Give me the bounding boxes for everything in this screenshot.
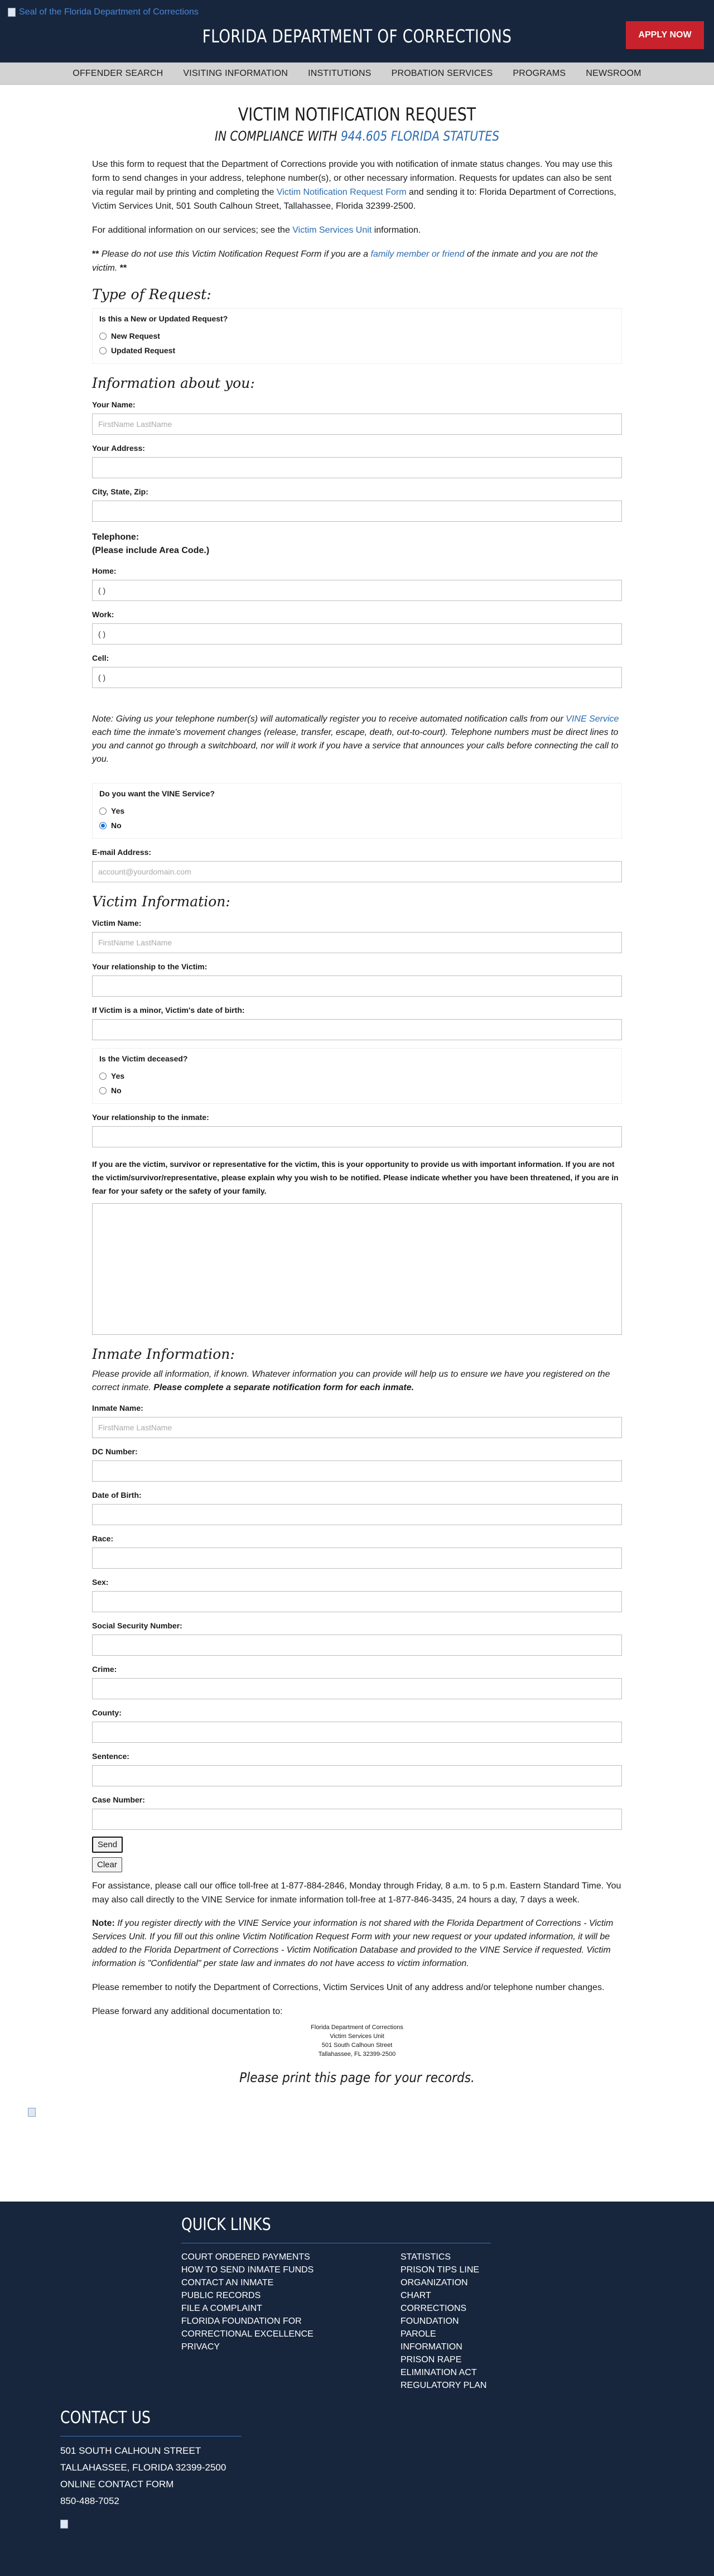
radio-button[interactable] (99, 808, 107, 815)
statement-label: If you are the victim, survivor or representative for the victim, this is your opportunity to provide us with important information. If you are not the victim/survivor/representative, please explain why you wish to be notified. Please indicate whether you have been threatened, if you are in fear for your safety or the safety of your family. (92, 1160, 619, 1195)
quick-links-title: QUICK LINKS (181, 2215, 271, 2234)
field-label: E-mail Address: (92, 848, 152, 857)
intro-paragraph (92, 157, 622, 213)
field-label: Your relationship to the inmate: (92, 1113, 209, 1122)
apply-now-button[interactable]: APPLY NOW (626, 21, 704, 49)
footer-link[interactable]: CORRECTIONS (401, 2304, 467, 2313)
warning-text-1: Please do not use this Victim Notification Request Form if you are a (99, 249, 371, 259)
broken-image-icon (28, 2108, 36, 2117)
broken-image-icon (60, 2520, 68, 2529)
nav-item-probation-services[interactable]: PROBATION SERVICES (391, 68, 493, 78)
address-line: Tallahassee, FL 32399-2500 (318, 2051, 396, 2058)
site-title: FLORIDA DEPARTMENT OF CORRECTIONS (202, 26, 512, 47)
subtitle-prefix: IN COMPLIANCE WITH (214, 128, 341, 144)
footer-link[interactable]: ELIMINATION ACT (401, 2368, 477, 2377)
section-heading-about-you: Information about you: (92, 375, 255, 391)
county-input[interactable] (92, 1722, 622, 1743)
note-text-1: Note: Giving us your telephone number(s) will automatically register you to receive automated notification calls from our (92, 714, 566, 724)
radio-option-new-request[interactable] (99, 329, 615, 343)
footer-link[interactable]: REGULATORY PLAN (401, 2381, 487, 2390)
footer-link[interactable]: PRISON TIPS LINE (401, 2265, 480, 2275)
field-label: Your Address: (92, 444, 145, 453)
dc-number-input[interactable] (92, 1460, 622, 1482)
contact-us-title: CONTACT US (60, 2408, 151, 2428)
deceased-question: Is the Victim deceased? (99, 1054, 188, 1063)
relationship-to-victim-input[interactable] (92, 975, 622, 997)
radio-label: New Request (111, 331, 160, 340)
work-phone-input[interactable] (92, 623, 622, 645)
print-reminder: Please print this page for your records. (239, 2070, 475, 2085)
nav-item-newsroom[interactable]: NEWSROOM (586, 68, 641, 78)
field-label: Work: (92, 610, 114, 619)
field-label: Cell: (92, 653, 109, 662)
case-number-input[interactable] (92, 1809, 622, 1830)
footer-link[interactable]: STATISTICS (401, 2252, 451, 2262)
email-input[interactable] (92, 861, 622, 882)
nav-item-institutions[interactable]: INSTITUTIONS (308, 68, 372, 78)
more-info-text-2: information. (372, 225, 421, 235)
contact-phone[interactable]: 850-488-7052 (60, 2496, 119, 2506)
inmate-intro-bold: Please complete a separate notification form for each inmate. (153, 1383, 414, 1392)
field-label: Inmate Name: (92, 1404, 143, 1412)
vine-question: Do you want the VINE Service? (99, 789, 215, 798)
radio-button[interactable] (99, 347, 107, 354)
radio-option-vine-no[interactable] (99, 818, 615, 833)
input-value: ( ) (98, 629, 106, 638)
field-label: DC Number: (92, 1447, 138, 1456)
more-info-text-1: For additional information on our services; see the (92, 225, 293, 235)
radio-label: Yes (111, 1071, 125, 1080)
more-info-paragraph (92, 223, 622, 237)
input-value: ( ) (98, 673, 106, 682)
footer-link[interactable]: PRIVACY (181, 2342, 220, 2352)
page-title: VICTIM NOTIFICATION REQUEST (238, 104, 476, 125)
page-subtitle (134, 128, 580, 144)
nav-item-visiting-information[interactable]: VISITING INFORMATION (183, 68, 288, 78)
site-header (0, 0, 714, 63)
telephone-title: Telephone: (92, 532, 139, 542)
family-friend-link[interactable]: family member or friend (370, 249, 465, 259)
field-label: Your Name: (92, 400, 136, 409)
contact-address-city: TALLAHASSEE, FLORIDA 32399-2500 (60, 2462, 226, 2473)
input-value: ( ) (98, 586, 106, 595)
telephone-hint: (Please include Area Code.) (92, 546, 210, 555)
address-line: 501 South Calhoun Street (321, 2042, 393, 2049)
footer-link[interactable]: ORGANIZATION (401, 2278, 468, 2287)
field-label: Crime: (92, 1665, 117, 1674)
radio-label: Yes (111, 806, 125, 815)
crime-input[interactable] (92, 1678, 622, 1699)
field-label: Case Number: (92, 1795, 145, 1804)
warning-stars: ** (92, 249, 99, 259)
request-type-group (92, 308, 622, 364)
your-name-input[interactable] (92, 414, 622, 435)
radio-label: No (111, 1086, 122, 1095)
send-button[interactable]: Send (92, 1837, 123, 1853)
footer-link[interactable]: PAROLE (401, 2329, 436, 2339)
ssn-input[interactable] (92, 1635, 622, 1656)
inmate-intro-text: Please provide all information, if known. Whatever information you can provide will help us to ensure we have you registered on the correct inmate. (92, 1369, 610, 1392)
field-label: Sex: (92, 1578, 109, 1587)
site-footer (0, 2202, 714, 2576)
intro-text-1: Use this form to request that the Department of Corrections provide you with notification of inmate status changes. You may use this form to send changes in your address, telephone number(s), or other necessary information. Requests for updates can also be sent via regular mail by printing and completing the (92, 160, 612, 197)
footer-link[interactable]: COURT ORDERED PAYMENTS (181, 2252, 310, 2262)
placeholder-text: account@yourdomain.com (98, 867, 191, 876)
quick-links-left (181, 2251, 313, 2353)
vine-service-link[interactable]: VINE Service (566, 714, 619, 724)
nav-item-programs[interactable]: PROGRAMS (513, 68, 566, 78)
field-label: Home: (92, 566, 117, 575)
note-text: If you register directly with the VINE Service your information is not shared with the Florida Department of Corrections - Victim Services Unit. If you fill out this online Victim Notification Request Form with your new request or your updated information, it will be added to the Florida Department of Corrections - Victim Notification Database and provided to the VINE Service if requested. Victim information is "Confidential" per state law and inmates do not have access to victim information. (92, 1919, 614, 1968)
note-label: Note: (92, 1919, 115, 1928)
radio-button[interactable] (99, 333, 107, 340)
field-label: Victim Name: (92, 919, 142, 927)
field-label: Social Security Number: (92, 1621, 182, 1630)
radio-button[interactable] (99, 1073, 107, 1080)
vine-disclaimer (92, 1917, 622, 1971)
intro-text-2: and sending it to: Florida Department of Corrections, Victim Services Unit, 501 South Calhoun Street, Tallahassee, Florida 32399-2500. (92, 188, 616, 211)
contact-address-street: 501 SOUTH CALHOUN STREET (60, 2445, 201, 2456)
victim-services-unit-link[interactable]: Victim Services Unit (292, 225, 372, 235)
section-heading-victim: Victim Information: (92, 893, 230, 910)
site-logo[interactable] (8, 8, 199, 17)
victim-deceased-group (92, 1048, 622, 1104)
main-nav (0, 63, 714, 85)
address-line: Victim Services Unit (330, 2033, 384, 2040)
vine-service-group (92, 783, 622, 839)
race-input[interactable] (92, 1547, 622, 1569)
telephone-label (92, 531, 622, 558)
mailing-address (92, 2023, 622, 2059)
footer-link[interactable]: INFORMATION (401, 2342, 462, 2352)
request-type-question: Is this a New or Updated Request? (99, 314, 228, 323)
statute-link[interactable]: 944.605 FLORIDA STATUTES (340, 128, 500, 144)
radio-option-updated-request[interactable] (99, 343, 615, 358)
footer-link[interactable]: HOW TO SEND INMATE FUNDS (181, 2265, 314, 2275)
radio-option-deceased-no[interactable] (99, 1083, 615, 1098)
radio-button[interactable] (99, 1087, 107, 1094)
footer-link[interactable]: CHART (401, 2291, 431, 2300)
logo-alt-text: Seal of the Florida Department of Corrections (19, 7, 199, 17)
victim-notification-form-link[interactable]: Victim Notification Request Form (276, 188, 407, 197)
clear-button[interactable]: Clear (92, 1857, 122, 1872)
forward-paragraph: Please forward any additional documentation to: (92, 2007, 283, 2016)
your-address-input[interactable] (92, 457, 622, 478)
field-label: Sentence: (92, 1752, 129, 1761)
note-text-2: each time the inmate's movement changes (release, transfer, escape, death, out-to-court). Telephone numbers must be direct lines to you and cannot go through a switchboard, nor will it work if you have a service that announces your calls before connecting the call to you. (92, 728, 619, 764)
warning-paragraph (92, 247, 622, 275)
inmate-name-input[interactable] (92, 1417, 622, 1438)
section-heading-inmate: Inmate Information: (92, 1346, 235, 1362)
victim-dob-input[interactable] (92, 1019, 622, 1040)
field-label: Date of Birth: (92, 1491, 142, 1500)
warning-stars: ** (119, 263, 127, 273)
placeholder-text: FirstName LastName (98, 938, 172, 947)
radio-button-selected[interactable] (99, 822, 107, 829)
warning-text-2: of the inmate and you are not the victim. (92, 249, 598, 273)
relationship-to-inmate-input[interactable] (92, 1126, 622, 1147)
sex-input[interactable] (92, 1591, 622, 1612)
city-state-zip-input[interactable] (92, 501, 622, 522)
assistance-paragraph: For assistance, please call our office toll-free at 1-877-884-2846, Monday through Friday, 8 a.m. to 5 p.m. Eastern Standard Time. You may also call directly to the VINE Service for inmate information toll-free at 1-877-846-3435, 24 hours a day, 7 days a week. (92, 1881, 621, 1905)
victim-name-input[interactable] (92, 932, 622, 953)
online-contact-form-link[interactable]: ONLINE CONTACT FORM (60, 2479, 174, 2490)
radio-option-vine-yes[interactable] (99, 804, 615, 818)
nav-item-offender-search[interactable]: OFFENDER SEARCH (73, 68, 163, 78)
footer-link[interactable]: FOUNDATION (401, 2317, 459, 2326)
footer-link[interactable]: PRISON RAPE (401, 2355, 462, 2364)
footer-link[interactable]: PUBLIC RECORDS (181, 2291, 261, 2300)
inmate-dob-input[interactable] (92, 1504, 622, 1525)
footer-link[interactable]: FILE A COMPLAINT (181, 2304, 262, 2313)
footer-link[interactable]: FLORIDA FOUNDATION FOR (181, 2317, 302, 2326)
main-content (92, 85, 622, 2085)
field-label: County: (92, 1708, 122, 1717)
cell-phone-input[interactable] (92, 667, 622, 688)
footer-link[interactable]: CONTACT AN INMATE (181, 2278, 274, 2287)
address-line: Florida Department of Corrections (311, 2024, 403, 2031)
broken-image-icon (8, 8, 16, 17)
sentence-input[interactable] (92, 1765, 622, 1786)
radio-option-deceased-yes[interactable] (99, 1069, 615, 1083)
radio-label: No (111, 821, 122, 830)
placeholder-text: FirstName LastName (98, 420, 172, 429)
home-phone-input[interactable] (92, 580, 622, 601)
section-heading-type: Type of Request: (92, 286, 211, 302)
quick-links-right (401, 2251, 490, 2392)
placeholder-text: FirstName LastName (98, 1423, 172, 1432)
radio-label: Updated Request (111, 346, 176, 355)
statement-textarea[interactable] (92, 1203, 622, 1335)
contact-list (60, 2443, 226, 2510)
field-label: City, State, Zip: (92, 487, 148, 496)
footer-link[interactable]: CORRECTIONAL EXCELLENCE (181, 2329, 313, 2339)
inmate-intro (92, 1368, 622, 1395)
field-label: If Victim is a minor, Victim's date of birth: (92, 1006, 245, 1015)
field-label: Your relationship to the Victim: (92, 962, 208, 971)
field-label: Race: (92, 1534, 114, 1543)
remember-paragraph: Please remember to notify the Department of Corrections, Victim Services Unit of any address and/or telephone number changes. (92, 1983, 605, 1992)
vine-note (92, 713, 622, 766)
